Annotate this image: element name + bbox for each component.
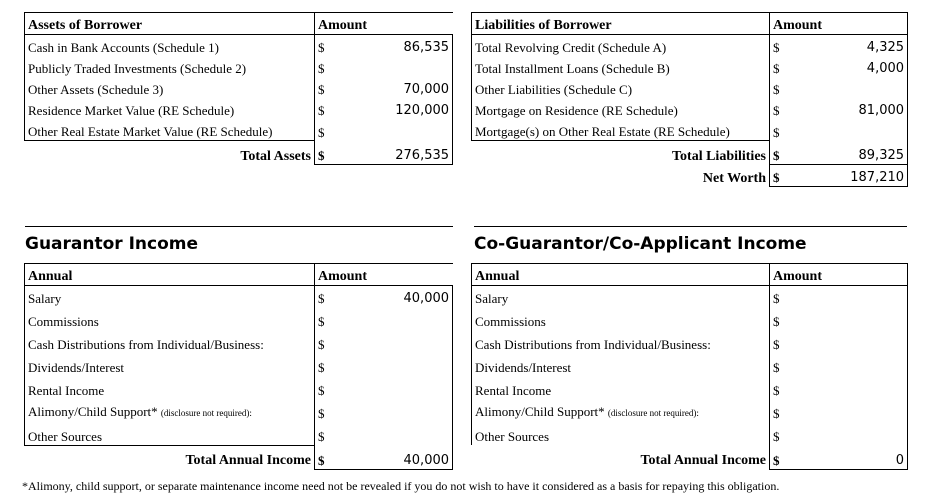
- net-worth-value: 187,210: [818, 165, 908, 187]
- table-row: [25, 35, 453, 57]
- currency-symbol: $: [315, 353, 363, 376]
- currency-symbol: $: [315, 399, 363, 422]
- table-row: [25, 286, 453, 308]
- co-income-label-distributions: Cash Distributions from Individual/Business:: [472, 330, 770, 353]
- liabilities-amount-header: Amount: [770, 13, 908, 35]
- income-value-salary: 40,000: [363, 286, 453, 308]
- co-income-label-alimony: [472, 399, 770, 422]
- table-row: [472, 98, 908, 119]
- table-row: [25, 353, 453, 376]
- currency-symbol: $: [315, 376, 363, 399]
- currency-symbol: $: [315, 35, 363, 57]
- income-value-commissions: [363, 307, 453, 330]
- co-income-label-commissions: Commissions: [472, 307, 770, 330]
- currency-symbol: $: [315, 445, 363, 469]
- liabilities-header: Liabilities of Borrower: [472, 13, 770, 35]
- coguarantor-income-title: Co-Guarantor/Co-Applicant Income: [474, 234, 807, 254]
- income-label-other: Other Sources: [25, 422, 315, 445]
- guarantor-income-table: [24, 263, 453, 470]
- assets-header: Assets of Borrower: [25, 13, 315, 35]
- disclosure-note: (disclosure not required):: [160, 408, 252, 418]
- table-row: [472, 353, 908, 376]
- income-value-other: [363, 422, 453, 445]
- coguarantor-section-rule: [474, 226, 907, 227]
- guarantor-amount-header: Amount: [315, 264, 453, 286]
- table-row: [472, 56, 908, 77]
- coguarantor-amount-header: Amount: [770, 264, 908, 286]
- currency-symbol: $: [770, 286, 818, 308]
- guarantor-total-value: 40,000: [363, 445, 453, 469]
- income-value-distributions: [363, 330, 453, 353]
- asset-label-other-re: Other Real Estate Market Value (RE Schedule): [25, 119, 315, 141]
- table-row: [25, 77, 453, 98]
- table-row: [472, 77, 908, 98]
- table-row: [25, 307, 453, 330]
- liability-value-installment: 4,000: [818, 56, 908, 77]
- co-income-value-alimony: [818, 399, 908, 422]
- currency-symbol: $: [770, 141, 818, 165]
- income-label-distributions: Cash Distributions from Individual/Business:: [25, 330, 315, 353]
- table-row: [472, 399, 908, 422]
- currency-symbol: $: [770, 98, 818, 119]
- liability-label-mortgage: Mortgage on Residence (RE Schedule): [472, 98, 770, 119]
- currency-symbol: $: [770, 399, 818, 422]
- currency-symbol: $: [770, 77, 818, 98]
- currency-symbol: $: [770, 376, 818, 399]
- currency-symbol: $: [770, 56, 818, 77]
- coguarantor-header: Annual: [472, 264, 770, 286]
- liabilities-table: [471, 12, 908, 187]
- liability-value-other-mortgage: [818, 119, 908, 141]
- table-row: [25, 56, 453, 77]
- coguarantor-total-label: Total Annual Income: [640, 453, 766, 468]
- currency-symbol: $: [315, 98, 363, 119]
- income-label-alimony: [25, 399, 315, 422]
- total-liabilities-value: 89,325: [818, 141, 908, 165]
- liabilities-header-row: [472, 13, 908, 35]
- co-income-label-salary: Salary: [472, 286, 770, 308]
- liability-label-revolving: Total Revolving Credit (Schedule A): [472, 35, 770, 57]
- assets-table: [24, 12, 453, 165]
- asset-label-cash: Cash in Bank Accounts (Schedule 1): [25, 35, 315, 57]
- co-income-value-salary: [818, 286, 908, 308]
- table-row: [25, 399, 453, 422]
- currency-symbol: $: [315, 56, 363, 77]
- currency-symbol: $: [770, 445, 818, 469]
- assets-total-row: [25, 141, 453, 165]
- alimony-label-text: Alimony/Child Support*: [28, 404, 158, 419]
- guarantor-header: Annual: [25, 264, 315, 286]
- co-income-value-distributions: [818, 330, 908, 353]
- currency-symbol: $: [315, 422, 363, 445]
- co-income-label-dividends: Dividends/Interest: [472, 353, 770, 376]
- table-row: [472, 35, 908, 57]
- coguarantor-header-row: [472, 264, 908, 286]
- coguarantor-total-value: 0: [818, 445, 908, 469]
- liability-value-mortgage: 81,000: [818, 98, 908, 119]
- currency-symbol: $: [770, 307, 818, 330]
- table-row: [25, 422, 453, 445]
- co-income-value-commissions: [818, 307, 908, 330]
- co-income-value-other: [818, 422, 908, 445]
- asset-value-cash: 86,535: [363, 35, 453, 57]
- currency-symbol: $: [315, 330, 363, 353]
- table-row: [25, 119, 453, 141]
- guarantor-income-title: Guarantor Income: [25, 234, 199, 254]
- total-assets-label: Total Assets: [240, 148, 311, 164]
- currency-symbol: $: [770, 119, 818, 141]
- alimony-label-text: Alimony/Child Support*: [475, 404, 605, 419]
- total-liabilities-label: Total Liabilities: [671, 148, 766, 164]
- table-row: [472, 422, 908, 445]
- table-row: [472, 307, 908, 330]
- currency-symbol: $: [770, 165, 818, 187]
- currency-symbol: $: [315, 77, 363, 98]
- guarantor-total-row: [25, 445, 453, 469]
- assets-header-row: [25, 13, 453, 35]
- coguarantor-total-row: [472, 445, 908, 469]
- guarantor-section-rule: [25, 226, 453, 227]
- currency-symbol: $: [770, 35, 818, 57]
- table-row: [472, 376, 908, 399]
- co-income-label-rental: Rental Income: [472, 376, 770, 399]
- currency-symbol: $: [315, 141, 363, 165]
- income-value-alimony: [363, 399, 453, 422]
- net-worth-label: Net Worth: [702, 170, 766, 186]
- asset-value-investments: [363, 56, 453, 77]
- liability-value-revolving: 4,325: [818, 35, 908, 57]
- guarantor-header-row: [25, 264, 453, 286]
- asset-value-other: 70,000: [363, 77, 453, 98]
- income-label-salary: Salary: [25, 286, 315, 308]
- asset-value-other-re: [363, 119, 453, 141]
- income-label-commissions: Commissions: [25, 307, 315, 330]
- currency-symbol: $: [315, 307, 363, 330]
- table-row: [25, 376, 453, 399]
- co-income-value-dividends: [818, 353, 908, 376]
- currency-symbol: $: [315, 119, 363, 141]
- co-income-value-rental: [818, 376, 908, 399]
- net-worth-row: [472, 165, 908, 187]
- table-row: [25, 330, 453, 353]
- liabilities-total-row: [472, 141, 908, 165]
- table-row: [472, 330, 908, 353]
- liability-label-other: Other Liabilities (Schedule C): [472, 77, 770, 98]
- co-income-label-other: Other Sources: [472, 422, 770, 445]
- table-row: [472, 286, 908, 308]
- guarantor-total-label: Total Annual Income: [185, 453, 311, 468]
- asset-label-other: Other Assets (Schedule 3): [25, 77, 315, 98]
- currency-symbol: $: [770, 422, 818, 445]
- assets-amount-header: Amount: [315, 13, 453, 35]
- liability-value-other: [818, 77, 908, 98]
- asset-value-residence: 120,000: [363, 98, 453, 119]
- liability-label-installment: Total Installment Loans (Schedule B): [472, 56, 770, 77]
- disclosure-note: (disclosure not required):: [607, 408, 699, 418]
- table-row: [472, 119, 908, 141]
- alimony-footnote: *Alimony, child support, or separate maintenance income need not be revealed if you do not wish to have it considered as a basis for repaying this obligation.: [22, 479, 780, 493]
- currency-symbol: $: [315, 286, 363, 308]
- asset-label-investments: Publicly Traded Investments (Schedule 2): [25, 56, 315, 77]
- currency-symbol: $: [770, 353, 818, 376]
- table-row: [25, 98, 453, 119]
- total-assets-value: 276,535: [363, 141, 453, 165]
- income-value-rental: [363, 376, 453, 399]
- income-label-rental: Rental Income: [25, 376, 315, 399]
- income-value-dividends: [363, 353, 453, 376]
- income-label-dividends: Dividends/Interest: [25, 353, 315, 376]
- coguarantor-income-table: [471, 263, 908, 470]
- currency-symbol: $: [770, 330, 818, 353]
- liability-label-other-mortgage: Mortgage(s) on Other Real Estate (RE Schedule): [472, 119, 770, 141]
- asset-label-residence: Residence Market Value (RE Schedule): [25, 98, 315, 119]
